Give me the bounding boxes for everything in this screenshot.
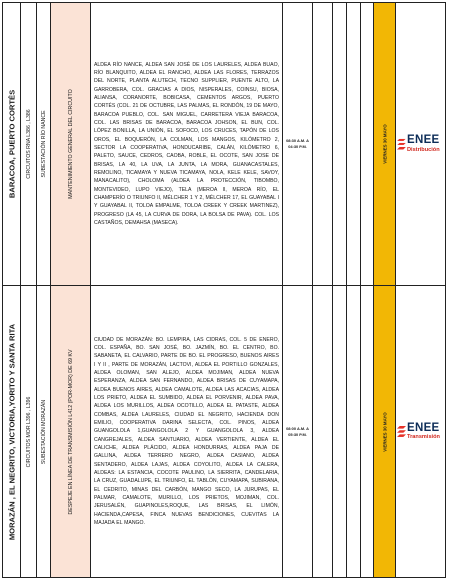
empty-cell [333,3,347,286]
day-cell [374,286,396,578]
time-window: 08:00 A.M. A 05:30 P.M. [283,286,313,578]
empty-cell [361,286,374,578]
empty-cell [347,286,361,578]
maintenance-cell [51,286,91,578]
enee-mark-icon [397,426,406,437]
day-label: VIERNES 30 MAYO [382,411,387,452]
enee-distribucion-logo [397,135,440,153]
schedule-row [3,3,446,286]
schedule-row [3,286,446,578]
empty-cell [313,286,333,578]
circuits-cell [21,3,37,286]
circuits-label: CIRCUITOS RNA L386 , L386 [25,109,32,179]
outage-schedule-table [2,2,446,578]
brand-tag: Distribución [407,146,440,153]
empty-cell [313,3,333,286]
circuits-cell [21,286,37,578]
logo-cell [396,3,446,286]
time-window: 08:30 A.M. A 04:30 P.M. [283,3,313,286]
empty-cell [333,286,347,578]
empty-cell [361,3,374,286]
brand-tag: Transmisión [407,433,440,440]
maintenance-label: DESPEJE EN LÍNEA DE TRANSMISIÓN L412 (POR-MOR) DE 69 KV [67,348,74,515]
substation-cell [37,286,51,578]
empty-cell [347,3,361,286]
circuits-label: CIRCUITOS MOR L396 , L396 [25,396,32,467]
maintenance-cell [51,3,91,286]
enee-transmision-logo [397,422,440,440]
zone-label: BARACOA, PUERTO CORTÉS [7,89,16,199]
enee-mark-icon [397,139,406,150]
substation-cell [37,3,51,286]
maintenance-label: MANTENIMIENTO GENERAL DEL CIRCUITO [67,89,74,199]
zone-label: MORAZÁN , EL NEGRITO, VICTORIA,YORITO Y SANTA RITA [7,323,16,540]
zone-cell [3,286,21,578]
brand-name: ENEE [407,421,440,434]
zone-cell [3,3,21,286]
affected-areas: CIUDAD DE MORAZÁN: BO. LEMPIRA, LAS CIDRAS, COL. 5 DE ENERO, COL. ESPAÑA, BO. SAN JOSÉ, BO. JAZMÍN, BO. EL CENTRO, BO. SABANETA, EL CALVARIO, PARTE DE BO. EL PROGRESO, BUENOS AIRES I Y II , PARTE DE MORAZÁN, LACTOVI, ALDEA EL PORTILLO GONZALES, ALDEA OLOMAN, SAN ALEJO, ALDEA MOJIMAN, ALDEA NUEVA ESPERANZA, ALDEA SAN FERNANDO, ALDEA BRISAS DE CUYAMAPA, ALDEA BUENOS AIRES, ALDEA CAMALOTE, ALDEA LAS ACACIAS, ALDEA LOS PRIETO, ALDEA EL SUMBIDO, ALDEA EL PORVENIR, ALDEA PAVA, ALDEA LOS MURILLOS, ALDEA OCOTILLO, ALDEA EL PATASTE, ALDEA COMBAS, ALDEA LAURELES, CIUDAD EL NEGRITO, HACIENDA DON EMILIO, COOPERATIVA DARINA SELECTA, COL. PINOS, ALDEA GUANGOLOLA 1,GUANGOLOLA 2 Y GUANGOLOLA 3, ALDEA CANGREJALES, ALDEA SANTUARIO, ALDEA VERTIENTE, ALDEA EL CALICHE, ALDEA PLÁCIDO, ALDEA HONDURRAS, ALDEA PAJA DE GALLINA, ALDEA TERRERO NEGRO, ALDEA CASIANO, ALDEA SENTADERO, ALDEA LAJAS, ALDEA COYOLITO, ALDEA LA CALERA, ALDEAS: LA ESTANCIA, COCOTE PAULINO, LA SIERRITA, CANDELARIA, LA CRUZ, GUADALUPE, EL TRIUNFO, EL TABLÓN, CUYAMAPA, SUBIRANA, EL CEDRITO, MINAS DEL CARBÓN, MANGO SECO, LA JURUPAS, EL PALMAR, CAMALOTE, MURILLO, LOS PRIETOS, MOJIMAN, COL. JERUSALÉN, GUAPINOLES,ROQUE, LAS BRISAS, EL LIMÓN, HACIENDA,CAPESA, FINCA NUEVAS BENDICIONES, CUEVITAS LA MAJADA EL MANGO. [91,286,283,578]
day-cell [374,3,396,286]
substation-label: SUBESTACIÓN RÍO NANCE [40,110,47,178]
substation-label: SUBESTACIÓN MORAZÁN [40,399,47,464]
brand-name: ENEE [407,133,440,146]
day-label: VIERNES 30 MAYO [382,124,387,164]
logo-cell [396,286,446,578]
affected-areas: ALDEA RÍO NANCE, ALDEA SAN JOSÉ DE LOS LAURELES, ALDEA BUAO, RÍO BLANQUITO, ALDEA EL RANCHO, ALDEA LAS FLORES, TERRAZOS DEL NORTE, PLANTA ALUTECH, TECNO SUPPLIER, PUENTE ALTO, LA GARROBERA, COL. GRACIAS A DIOS, NISPERALES, COINSU, BIOSA, ALIANSA, CORANORTE, BOBICASA, CEMENTOS ARGOS, PUERTO CORTÉS (COL. 21 DE OCTUBRE, LAS PALMAS, EL RONDÓN, 19 DE MAYO, BARACOA PUEBLO, COL. SAN MIGUEL, CARRETERA VIEJA BARACOA, COL. LAS BRISAS DE BARACOA, BARACOA JOHSON, EL BUN, COL. LÓPEZ BONILLA, LA UNIÓN, EL SOFOCO, LOS CRUCES, TAPÓN DE LOS OROS, EL BOQUERÓN, LA COLMAN, LOS MANGOS, KILÓMETRO 2, SECTOR LA COOPERATIVA, HONDUCARIBE, CALÁN, KILÓMETRO 6, PALETO, SAUCE, CEDROS, CAOBA, ROBLE, EL OCOTE, SAN JOSE DE BRISAS, LA 40, LA UVA, LA JUNTA, LA MORA, GUANACASTALES, REMOLINO, TICAMAYA Y NUEVA TICAMAYA, NOLA, KELE KELE, SAVOY, MANACALITO), CHOLOMA (ALDEA LA PROTECCIÓN, TIBOMBO, MONTEVIDEO, LUPO VIEJO), TELA (MEROA II, MEROA RÍO, EL CHAMPERÍO O TRIUNFO II, MÉLCHER 1 Y 2, MÉLCHER 17, EL GUAYABAL I Y GUAYABAL II, TOLOA EMPALME, TOLOA CREEK Y CREEK MARTINEZ), PROGRESO (LA 45, LA CURVA DE DORA, LA BOLSA DE PAVA). COL. LOS CASTAÑOS, DEMAHSA (MASECA). [91,3,283,286]
